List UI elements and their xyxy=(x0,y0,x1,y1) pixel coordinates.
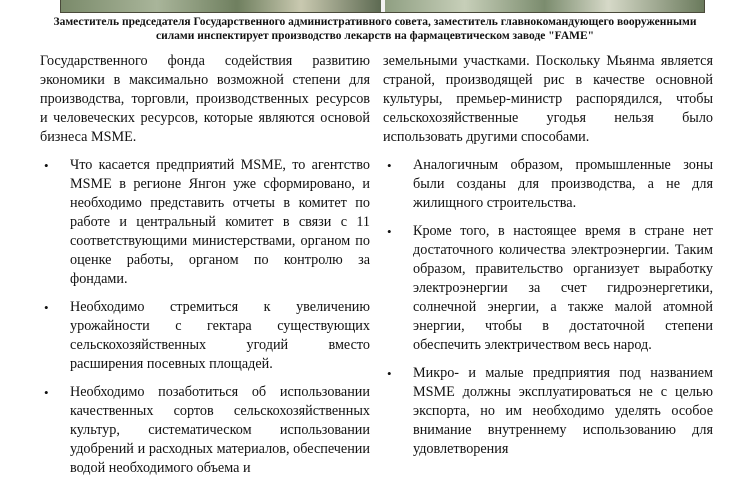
bullet-icon: • xyxy=(44,385,49,400)
bullet-icon: • xyxy=(387,158,392,173)
right-bullet-item xyxy=(383,156,713,213)
right-bullet-text: Кроме того, в настоящее время в стране нет достаточного количества электроэнергии. Таким образом, правительство организует выработку электроэнергии за счет гидроэнергетики, солнечной энергии, а также малой атомной энергии, чтобы в достаточной степени обеспечить электричеством весь народ. xyxy=(413,223,713,353)
right-bullet-item xyxy=(383,364,713,459)
left-bullet-text: Необходимо позаботиться об использовании качественных сортов сельскохозяйственных культур, систематическом использовании удобрений и расходных материалов, обеспечении водой необходимого объема и xyxy=(70,384,370,476)
bullet-icon: • xyxy=(44,158,49,173)
right-bullet-item xyxy=(383,222,713,355)
left-bullet-text: Необходимо стремиться к увеличению урожайности с гектара существующих сельскохозяйственных угодий вместо расширения посевных площадей. xyxy=(70,299,370,372)
photo-strip xyxy=(60,0,705,13)
left-bullet-text: Что касается предприятий MSME, то агентство MSME в регионе Янгон уже сформировано, и необходимо представить отчеты в комитет по работе и центральный комитет в связи с 11 соответствующими министерствами, органом по оценке работы, органом по контролю за фондами. xyxy=(70,157,370,287)
left-bullet-item xyxy=(40,383,370,478)
bullet-icon: • xyxy=(44,300,49,315)
bullet-icon: • xyxy=(387,366,392,381)
photo-left xyxy=(61,0,381,12)
bullet-icon: • xyxy=(387,224,392,239)
left-intro-paragraph: Государственного фонда содействия развитию экономики в максимально возможной степени для производства, торговли, производственных ресурсов и человеческих ресурсов, которые являются основой бизнеса MSME. xyxy=(40,53,370,145)
left-bullet-item xyxy=(40,298,370,374)
right-intro-paragraph: земельными участками. Поскольку Мьянма является страной, производящей рис в качестве основной культуры, премьер-министр распорядился, чтобы сельскохозяйственные угодья нельзя было использовать другими способами. xyxy=(383,53,713,145)
photo-right xyxy=(385,0,705,12)
photo-caption: Заместитель председателя Государственного административного совета, заместитель главнокомандующего вооруженными силами инспектирует производство лекарств на фармацевтическом заводе "FAME" xyxy=(53,16,697,42)
right-bullet-text: Микро- и малые предприятия под названием MSME должны эксплуатироваться не с целью экспорта, но им необходимо уделять особое внимание внутреннему использованию для удовлетворения xyxy=(413,365,713,457)
right-column xyxy=(383,52,713,459)
left-column xyxy=(40,52,370,478)
left-bullet-item xyxy=(40,156,370,289)
right-bullet-text: Аналогичным образом, промышленные зоны были созданы для производства, а не для жилищного строительства. xyxy=(413,157,713,211)
